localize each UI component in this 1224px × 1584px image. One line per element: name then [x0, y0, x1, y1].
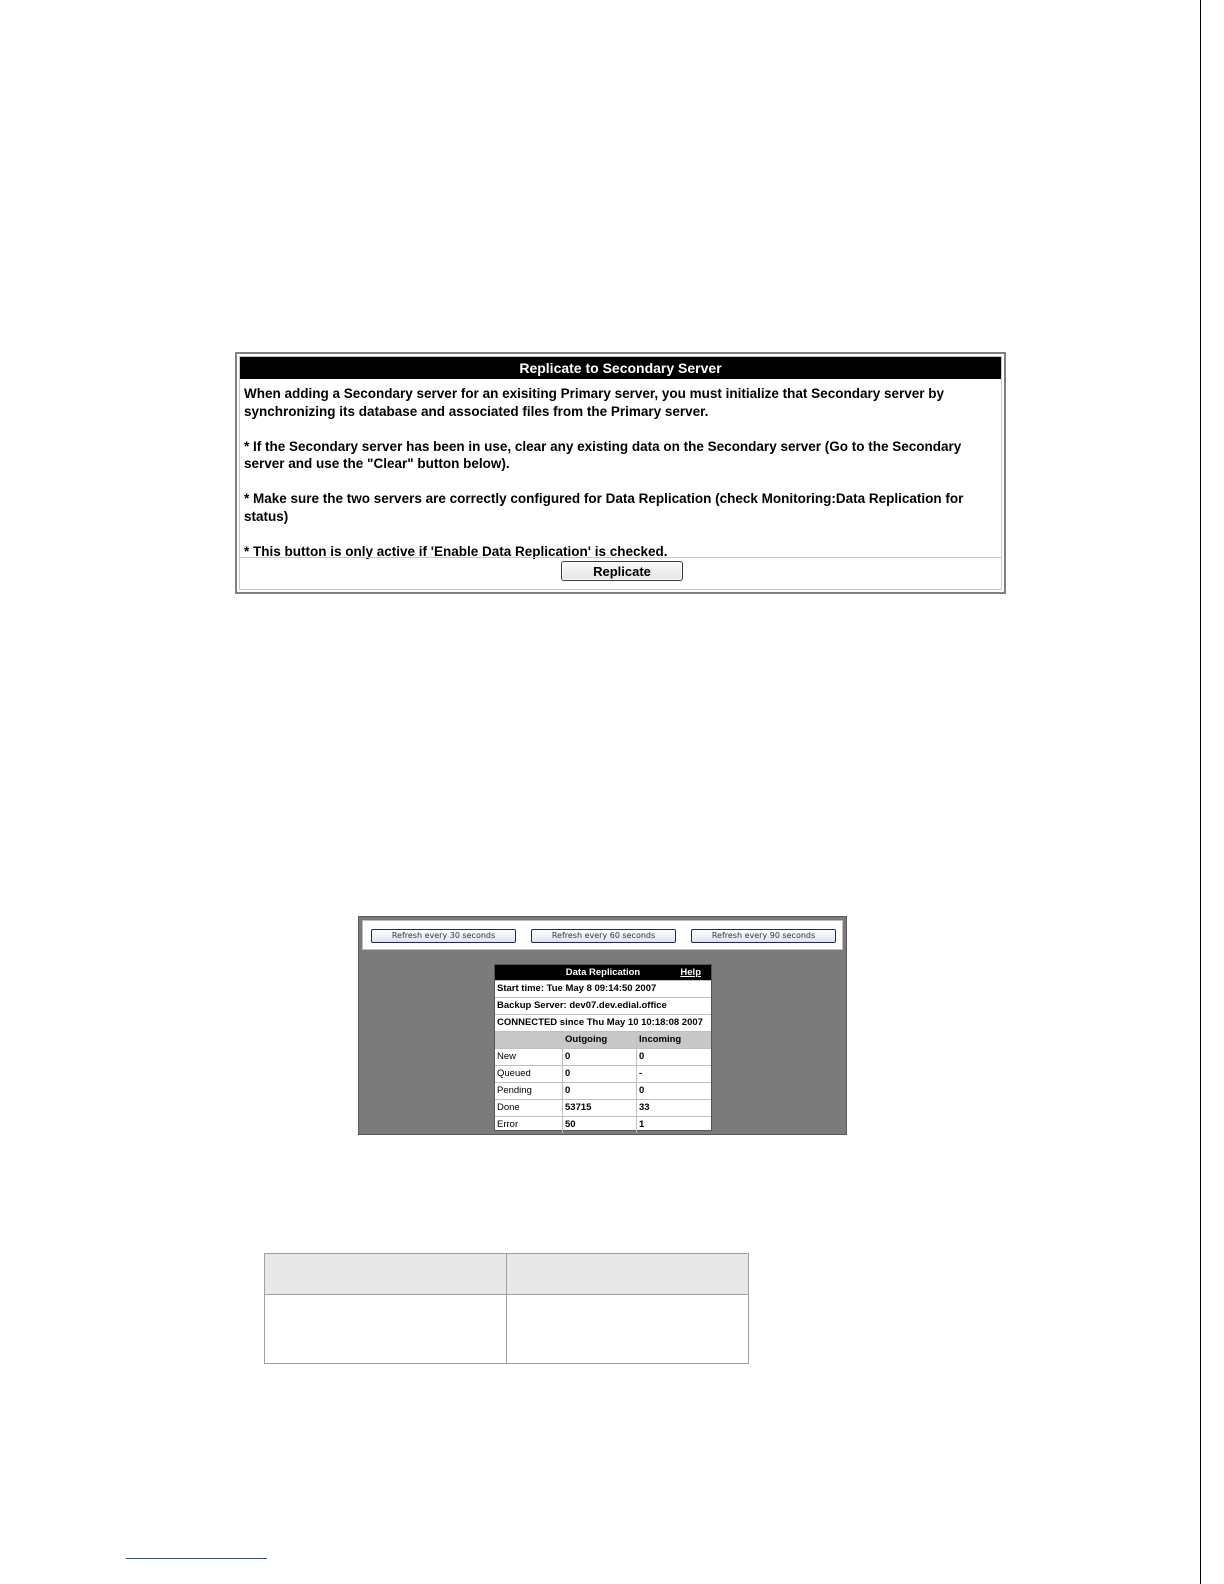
- replication-stats-grid: [495, 1031, 711, 1133]
- backup-server: Backup Server: dev07.dev.edial.office: [495, 997, 711, 1014]
- empty-table-cell: [265, 1295, 507, 1363]
- cell-incoming: 0: [636, 1082, 711, 1099]
- cell-outgoing: 0: [562, 1048, 636, 1065]
- instruction-active: * This button is only active if 'Enable Data Replication' is checked.: [244, 543, 668, 559]
- replicate-button[interactable]: Replicate: [561, 561, 683, 581]
- row-label: Done: [495, 1099, 562, 1116]
- cell-incoming: -: [636, 1065, 711, 1082]
- column-header: Outgoing: [562, 1031, 636, 1048]
- replicate-panel-title: Replicate to Secondary Server: [240, 357, 1001, 379]
- cell-outgoing: 0: [562, 1065, 636, 1082]
- replicate-instructions: [240, 379, 1001, 557]
- empty-table-header-cell: [265, 1254, 507, 1295]
- refresh-30-button[interactable]: Refresh every 30 seconds: [371, 929, 516, 943]
- cell-outgoing: 50: [562, 1116, 636, 1133]
- refresh-60-button[interactable]: Refresh every 60 seconds: [531, 929, 676, 943]
- cell-incoming: 0: [636, 1048, 711, 1065]
- data-replication-header: [495, 965, 711, 980]
- cell-outgoing: 53715: [562, 1099, 636, 1116]
- cell-outgoing: 0: [562, 1082, 636, 1099]
- refresh-toolbar: [362, 920, 843, 950]
- refresh-90-button[interactable]: Refresh every 90 seconds: [691, 929, 836, 943]
- cell-incoming: 33: [636, 1099, 711, 1116]
- row-label: Pending: [495, 1082, 562, 1099]
- column-header: [495, 1031, 562, 1048]
- empty-table-cell: [507, 1295, 748, 1363]
- cell-incoming: 1: [636, 1116, 711, 1133]
- column-header: Incoming: [636, 1031, 711, 1048]
- instruction-clear: * If the Secondary server has been in use, clear any existing data on the Secondary server (Go to the Secondary server and use the "Clear" button below).: [244, 438, 962, 471]
- data-replication-title: Data Replication: [565, 967, 641, 978]
- empty-table: [264, 1253, 749, 1364]
- help-link[interactable]: Help: [680, 967, 701, 978]
- row-label: New: [495, 1048, 562, 1065]
- instruction-config: * Make sure the two servers are correctly configured for Data Replication (check Monitoring:Data Replication for status): [244, 491, 964, 524]
- instruction-intro: When adding a Secondary server for an exisiting Primary server, you must initialize that Secondary server by synchronizing its database and associated files from the Primary server.: [244, 386, 945, 419]
- empty-table-header-cell: [507, 1254, 748, 1295]
- data-replication-table: [494, 964, 712, 1131]
- connection-status: CONNECTED since Thu May 10 10:18:08 2007: [495, 1014, 711, 1031]
- page-edge-line: [1200, 0, 1201, 1584]
- row-label: Error: [495, 1116, 562, 1133]
- footnote-separator: [126, 1558, 267, 1559]
- data-replication-screenshot: [358, 916, 847, 1135]
- start-time: Start time: Tue May 8 09:14:50 2007: [495, 980, 711, 997]
- row-label: Queued: [495, 1065, 562, 1082]
- replicate-panel: [235, 352, 1006, 594]
- replicate-panel-footer: [240, 557, 1001, 586]
